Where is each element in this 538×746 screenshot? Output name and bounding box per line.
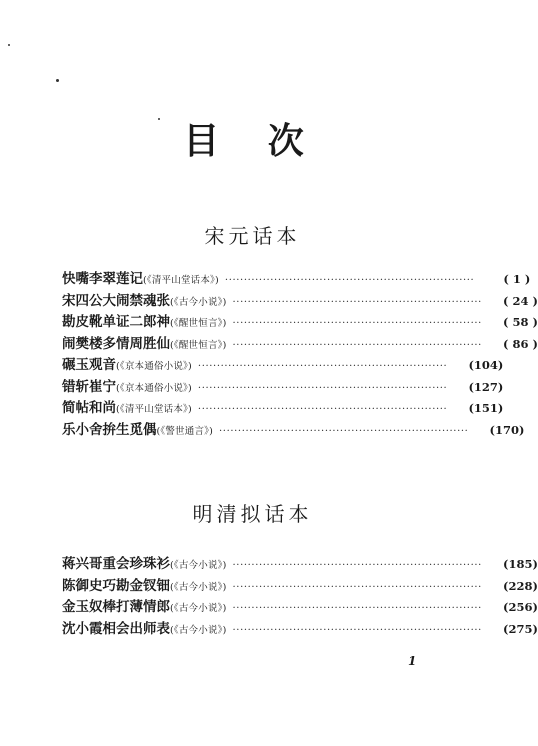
page-ref: (256) bbox=[503, 600, 538, 614]
story-title: 蒋兴哥重会珍珠衫 bbox=[62, 556, 170, 572]
story-title: 宋四公大闹禁魂张 bbox=[62, 292, 170, 309]
dot-leader: ·································································· bbox=[197, 361, 448, 372]
toc-entry[interactable] bbox=[62, 355, 504, 377]
story-source: (《古今小说》) bbox=[170, 296, 227, 308]
dot-leader: ·································································· bbox=[232, 624, 482, 636]
story-title: 金玉奴棒打薄情郎 bbox=[62, 599, 170, 615]
page-ref: (228) bbox=[503, 578, 538, 593]
story-source: (《清平山堂话本》) bbox=[143, 275, 219, 286]
dot-leader: ·································································· bbox=[232, 318, 482, 329]
story-source: (《古今小说》) bbox=[170, 603, 227, 614]
story-title: 勘皮靴单证二郎神 bbox=[62, 314, 170, 330]
story-source: (《古今小说》) bbox=[170, 560, 227, 571]
page-title: 目 次 bbox=[183, 120, 322, 162]
scan-speck bbox=[8, 44, 10, 46]
story-title: 沈小霞相会出师表 bbox=[62, 620, 170, 637]
story-title: 快嘴李翠莲记 bbox=[62, 271, 143, 287]
dot-leader: ·································································· bbox=[197, 404, 448, 415]
toc-entry[interactable] bbox=[62, 377, 504, 399]
scan-speck bbox=[56, 79, 59, 82]
dot-leader: ·································································· bbox=[232, 339, 482, 351]
story-title: 乐小舍拚生觅偶 bbox=[62, 421, 157, 438]
toc-entry[interactable] bbox=[62, 576, 538, 598]
story-source: (《醒世恒言》) bbox=[170, 339, 227, 351]
story-source: (《古今小说》) bbox=[170, 581, 227, 593]
page-ref: ( 24 ) bbox=[503, 293, 538, 308]
toc-entry[interactable] bbox=[62, 312, 538, 334]
toc-entry[interactable] bbox=[62, 597, 538, 619]
page-ref: (170) bbox=[489, 422, 525, 437]
story-source: (《京本通俗小说》) bbox=[116, 382, 192, 394]
section-heading: 明清拟话本 bbox=[192, 502, 313, 526]
page-ref: (127) bbox=[468, 379, 504, 394]
story-title: 简帖和尚 bbox=[62, 400, 116, 416]
page-number: 1 bbox=[408, 654, 417, 668]
dot-leader: ·································································· bbox=[232, 560, 482, 571]
story-title: 碾玉观音 bbox=[62, 357, 116, 373]
dot-leader: ·································································· bbox=[197, 382, 448, 394]
toc-entry[interactable] bbox=[62, 420, 525, 442]
section-heading: 宋元话本 bbox=[204, 224, 301, 248]
page-ref: ( 58 ) bbox=[503, 315, 538, 329]
dot-leader: ·································································· bbox=[232, 296, 482, 308]
story-title: 错斩崔宁 bbox=[62, 378, 116, 395]
page-ref: (104) bbox=[468, 358, 504, 372]
page-ref: (275) bbox=[503, 621, 538, 636]
story-source: (《醒世恒言》) bbox=[170, 318, 227, 329]
story-source: (《警世通言》) bbox=[156, 425, 214, 437]
page-ref: (185) bbox=[503, 557, 538, 571]
dot-leader: ·································································· bbox=[232, 581, 482, 593]
dot-leader: ·································································· bbox=[224, 275, 475, 286]
toc-entry[interactable] bbox=[62, 269, 531, 291]
toc-entry[interactable] bbox=[62, 291, 538, 313]
toc-list bbox=[62, 269, 538, 441]
page-ref: ( 86 ) bbox=[503, 336, 538, 351]
dot-leader: ·································································· bbox=[219, 425, 469, 437]
toc-entry[interactable] bbox=[62, 619, 538, 641]
story-source: (《京本通俗小说》) bbox=[116, 361, 192, 372]
toc-entry[interactable] bbox=[62, 554, 538, 576]
dot-leader: ·································································· bbox=[232, 603, 482, 614]
toc-entry[interactable] bbox=[62, 398, 504, 420]
story-title: 闹樊楼多情周胜仙 bbox=[62, 335, 170, 352]
story-source: (《古今小说》) bbox=[170, 624, 227, 636]
story-source: (《清平山堂话本》) bbox=[116, 404, 192, 415]
toc-list bbox=[62, 554, 538, 640]
page-ref: (151) bbox=[468, 401, 504, 415]
story-title: 陈御史巧勘金钗钿 bbox=[62, 577, 170, 594]
page-ref: ( 1 ) bbox=[503, 272, 531, 286]
toc-entry[interactable] bbox=[62, 334, 538, 356]
